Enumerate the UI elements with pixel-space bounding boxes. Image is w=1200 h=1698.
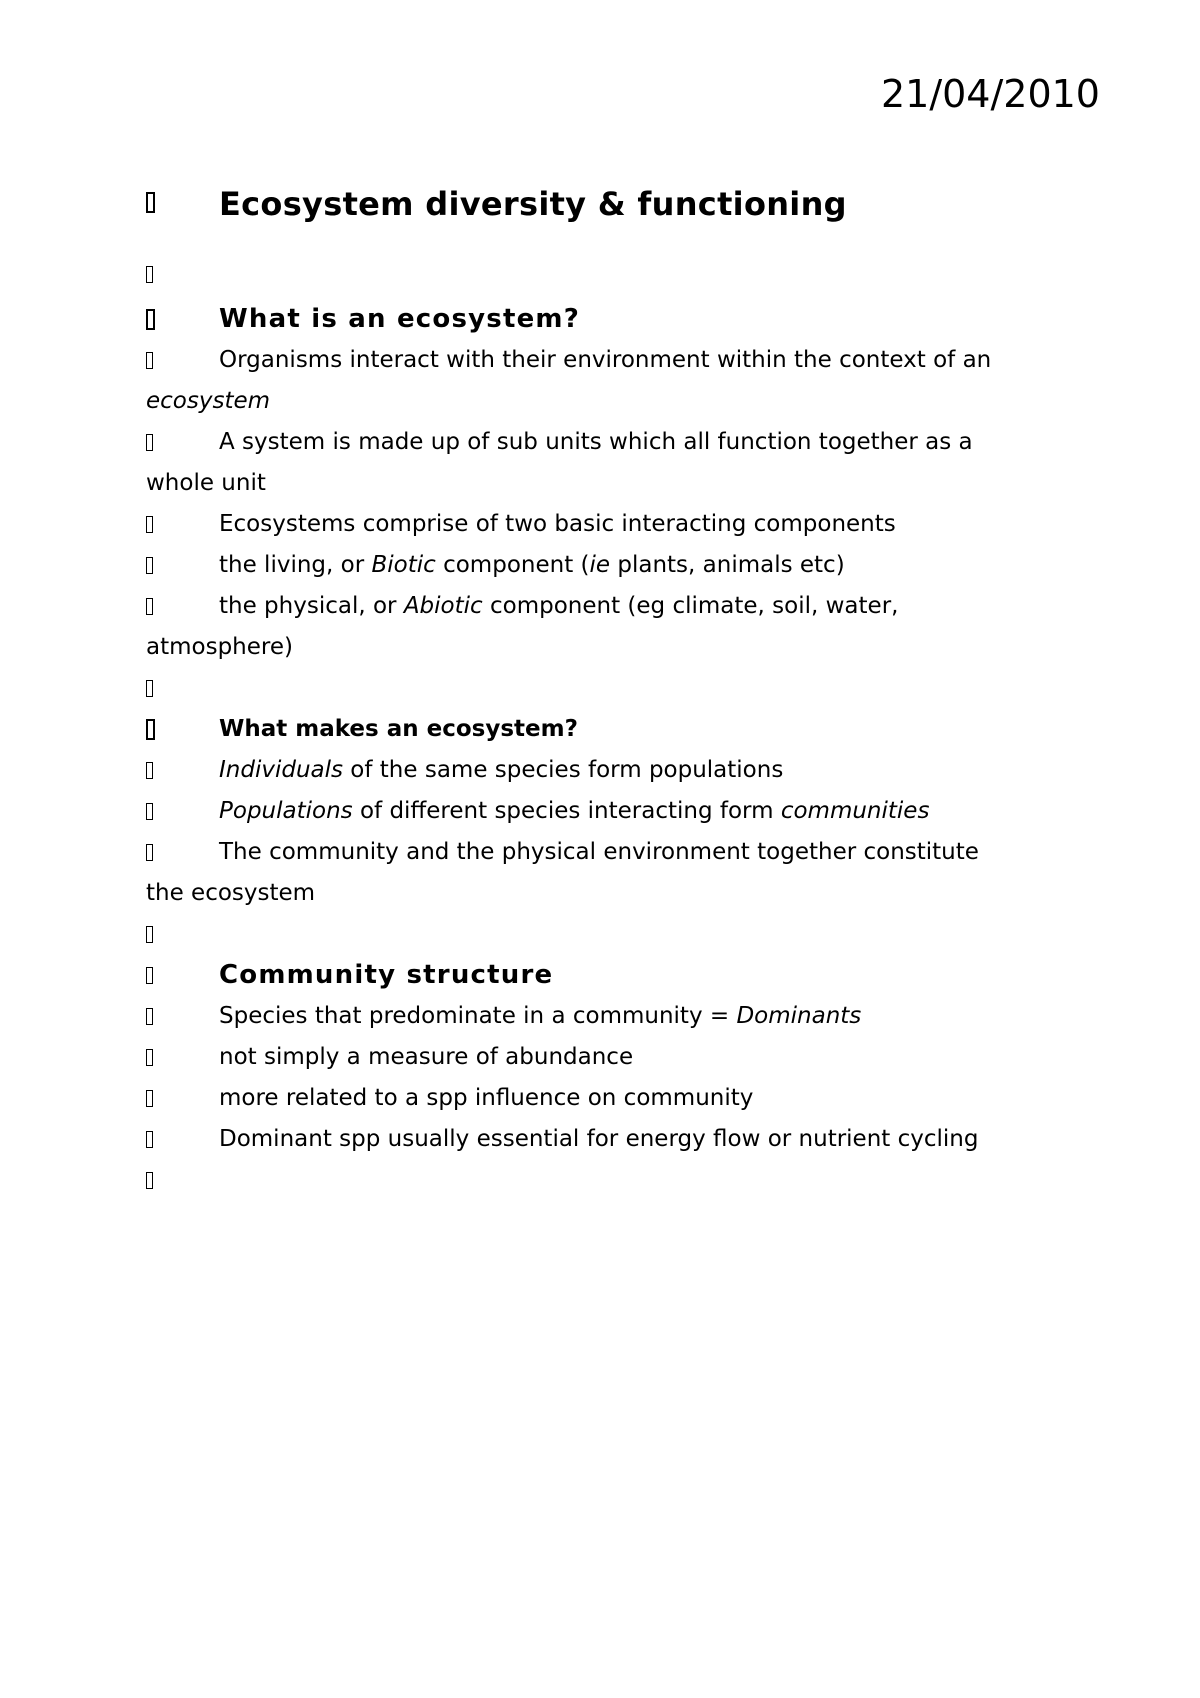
- empty-row: [146, 668, 1066, 709]
- bullet-box-icon: [146, 1090, 153, 1107]
- bullet-box-icon: [146, 719, 155, 740]
- section-heading-row: [146, 299, 1066, 340]
- document-body: [146, 182, 1066, 1201]
- bullet-box-icon: [146, 1131, 153, 1148]
- bullet-box-icon: [146, 680, 153, 697]
- list-item: The community and the physical environment together constitute the ecosystem: [146, 839, 979, 906]
- bullet-box-icon: [146, 1008, 153, 1025]
- list-item: Populations of different species interacting form communities: [146, 791, 1066, 832]
- bullet-box-icon: [146, 192, 155, 213]
- bullet-box-icon: [146, 309, 155, 330]
- page-title: Ecosystem diversity & functioning: [219, 185, 847, 223]
- section-heading: Community structure: [219, 960, 554, 990]
- bullet-box-icon: [146, 266, 153, 283]
- bullet-box-icon: [146, 803, 153, 820]
- bullet-box-icon: [146, 434, 153, 451]
- list-item: not simply a measure of abundance: [146, 1037, 1066, 1078]
- list-item: Individuals of the same species form populations: [146, 750, 1066, 791]
- bullet-box-icon: [146, 352, 153, 369]
- list-item: Species that predominate in a community = Dominants: [146, 996, 1066, 1037]
- bullet-box-icon: [146, 762, 153, 779]
- list-item: A system is made up of sub units which all function together as a whole unit: [146, 429, 973, 496]
- bullet-box-icon: [146, 1172, 153, 1189]
- section-heading: What makes an ecosystem?: [219, 716, 578, 742]
- section-heading: What is an ecosystem?: [219, 304, 581, 334]
- empty-row: [146, 1160, 1066, 1201]
- bullet-box-icon: [146, 926, 153, 943]
- list-item: the living, or Biotic component (ie plants, animals etc): [146, 545, 1066, 586]
- list-item: Organisms interact with their environment within the context of an ecosystem: [146, 347, 992, 414]
- bullet-box-icon: [146, 1049, 153, 1066]
- list-item: Ecosystems comprise of two basic interacting components: [146, 504, 1066, 545]
- list-item: Dominant spp usually essential for energy flow or nutrient cycling: [146, 1119, 1066, 1160]
- list-item: more related to a spp influence on community: [146, 1078, 1066, 1119]
- bullet-box-icon: [146, 557, 153, 574]
- bullet-box-icon: [146, 967, 153, 984]
- bullet-box-icon: [146, 516, 153, 533]
- section-heading-row: [146, 709, 1066, 750]
- section-heading-row: [146, 955, 1066, 996]
- empty-row: [146, 254, 1066, 295]
- list-item: the physical, or Abiotic component (eg climate, soil, water, atmosphere): [146, 593, 899, 660]
- empty-row: [146, 914, 1066, 955]
- bullet-box-icon: [146, 844, 153, 861]
- title-row: [146, 182, 1066, 254]
- document-date: 21/04/2010: [880, 72, 1100, 116]
- bullet-box-icon: [146, 598, 153, 615]
